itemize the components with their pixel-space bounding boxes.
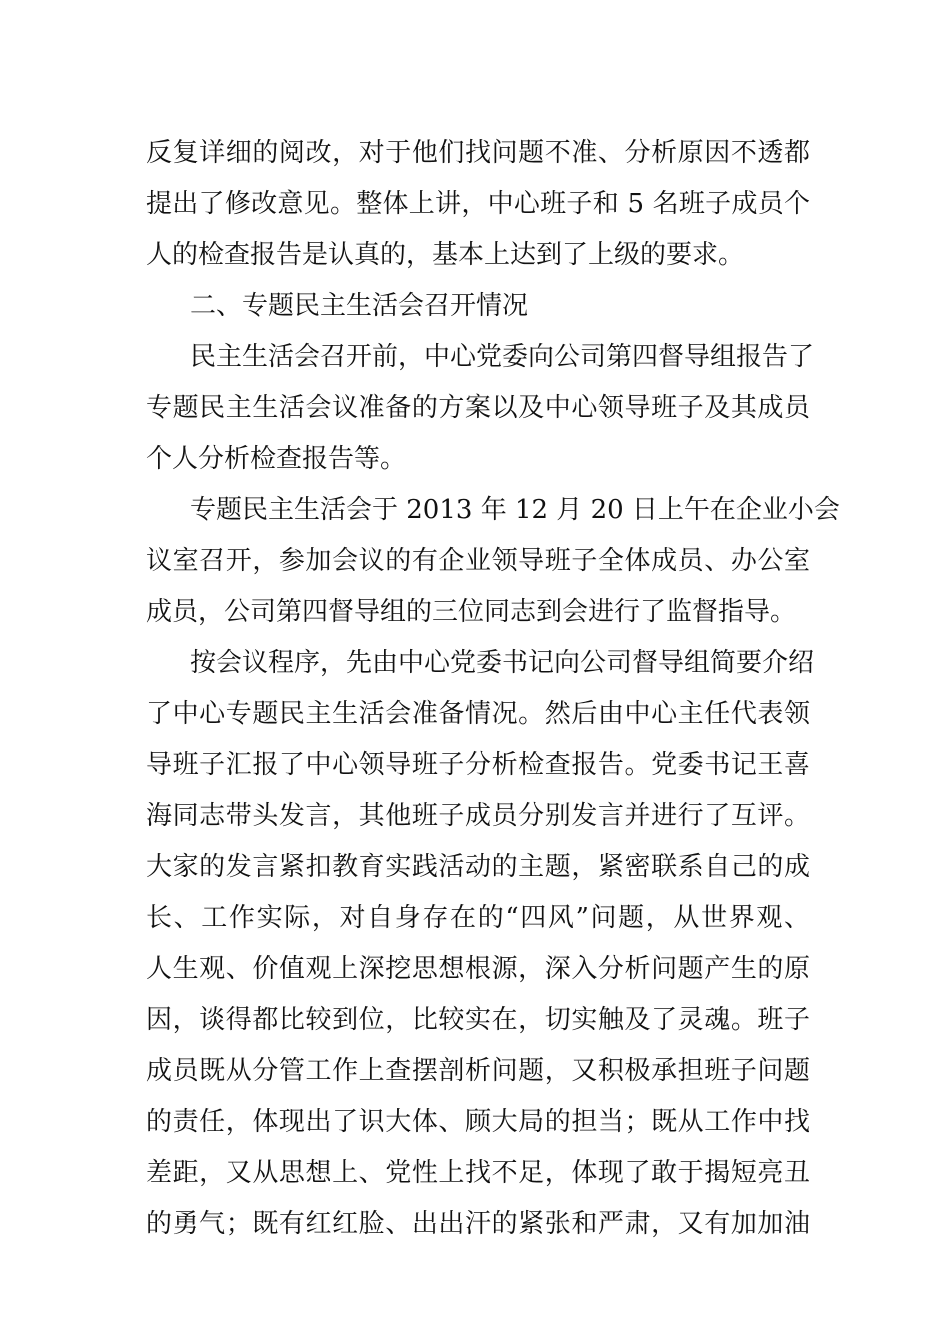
section-heading: 二、专题民主生活会召开情况 [190, 291, 529, 321]
text-line: 议室召开，参加会议的有企业领导班子全体成员、办公室 [146, 546, 810, 576]
text-line: 反复详细的阅改，对于他们找问题不准、分析原因不透都 [146, 138, 810, 168]
text-line: 提出了修改意见。整体上讲，中心班子和 5 名班子成员个 [146, 189, 810, 219]
text-line: 的勇气；既有红红脸、出出汗的紧张和严肃，又有加加油 [146, 1209, 810, 1239]
text-line: 个人分析检查报告等。 [146, 444, 407, 474]
text-line: 海同志带头发言，其他班子成员分别发言并进行了互评。 [146, 801, 810, 831]
text-line: 大家的发言紧扣教育实践活动的主题，紧密联系自己的成 [146, 852, 810, 882]
text-line: 专题民主生活会议准备的方案以及中心领导班子及其成员 [146, 393, 810, 423]
text-line: 长、工作实际，对自身存在的“四风”问题，从世界观、 [146, 903, 810, 933]
text-line: 的责任，体现出了识大体、顾大局的担当；既从工作中找 [146, 1107, 810, 1137]
text-line: 人生观、价值观上深挖思想根源，深入分析问题产生的原 [146, 954, 810, 984]
text-line: 专题民主生活会于 2013 年 12 月 20 日上午在企业小会 [190, 495, 840, 525]
text-line: 民主生活会召开前，中心党委向公司第四督导组报告了 [190, 342, 815, 372]
text-line: 了中心专题民主生活会准备情况。然后由中心主任代表领 [146, 699, 810, 729]
text-line: 成员既从分管工作上查摆剖析问题，又积极承担班子问题 [146, 1056, 810, 1086]
text-line: 因，谈得都比较到位，比较实在，切实触及了灵魂。班子 [146, 1005, 810, 1035]
text-line: 按会议程序，先由中心党委书记向公司督导组简要介绍 [190, 648, 815, 678]
text-line: 差距，又从思想上、党性上找不足，体现了敢于揭短亮丑 [146, 1158, 810, 1188]
text-line: 人的检查报告是认真的，基本上达到了上级的要求。 [146, 240, 745, 270]
text-line: 导班子汇报了中心领导班子分析检查报告。党委书记王喜 [146, 750, 810, 780]
text-line: 成员，公司第四督导组的三位同志到会进行了监督指导。 [146, 597, 797, 627]
